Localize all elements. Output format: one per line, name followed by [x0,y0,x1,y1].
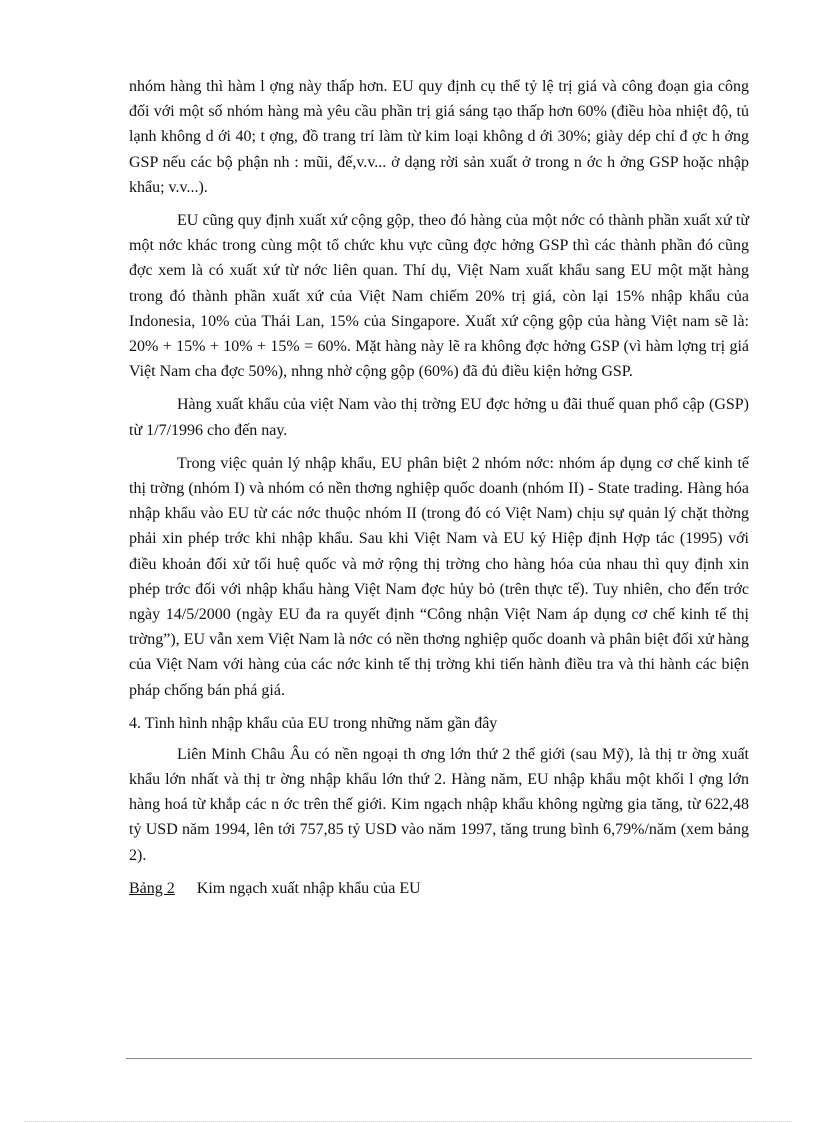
paragraph-gsp-since-1996: Hàng xuất khẩu của việt Nam vào thị trờng EU đợc hởng u đãi thuế quan phổ cập (GSP) từ 1/7/1996 cho đến nay. [129,396,749,439]
section-heading: 4. Tình hình nhập khẩu của EU trong những năm gần đây [129,714,498,732]
table-caption-label: Bảng 2 [129,879,175,897]
table-caption [129,876,749,901]
document-page [129,74,749,901]
footer-rule [126,1058,752,1059]
paragraph-import-management: Trong việc quản lý nhập khẩu, EU phân biệt 2 nhóm nớc: nhóm áp dụng cơ chế kinh tế thị trờng (nhóm I) và nhóm có nền thơng nghiệp quốc doanh (nhóm II) - State trading. Hàng hóa nhập khẩu vào EU từ các nớc thuộc nhóm II (trong đó có Việt Nam) chịu sự quản lý chặt thờng phải xin phép trớc khi nhập khẩu. Sau khi Việt Nam và EU ký Hiệp định Hợp tác (1995) với điều khoản đối xử tối huệ quốc và mở rộng thị trờng cho hàng hóa của nhau thì quy định xin phép trớc đối với nhập khẩu hàng Việt Nam đợc hủy bỏ (trên thực tế). Tuy nhiên, cho đến trớc ngày 14/5/2000 (ngày EU đa ra quyết định “Công nhận Việt Nam áp dụng cơ chế kinh tế thị trờng”), EU vẫn xem Việt Nam là nớc có nền thơng nghiệp quốc doanh và phân biệt đối xử hàng của Việt Nam với hàng của các nớc kinh tế thị trờng khi tiến hành điều tra và thi hành các biện pháp chống bán phá giá. [129,454,749,699]
page-bottom-dotted-rule [24,1121,792,1122]
paragraph-value-added-rules: nhóm hàng thì hàm l ợng này thấp hơn. EU quy định cụ thể tỷ lệ trị giá và công đoạn gia công đối với một số nhóm hàng mà yêu cầu phần trị giá sáng tạo thấp hơn 60% (điều hòa nhiệt độ, tủ lạnh không d ới 40; t ợng, đồ trang trí làm từ kim loại không d ới 30%; giày dép chỉ đ ợc h ởng GSP nếu các bộ phận nh : mũi, đế,v.v... ở dạng rời sản xuất ở trong n ớc h ởng GSP hoặc nhập khẩu; v.v...). [129,78,749,196]
paragraph-cumulative-origin: EU cũng quy định xuất xứ cộng gộp, theo đó hàng của một nớc có thành phần xuất xứ từ một nớc khác trong cùng một tổ chức khu vực cũng đợc hởng GSP thì các thành phần đó cũng đợc xem là có xuất xứ từ nớc liên quan. Thí dụ, Việt Nam xuất khẩu sang EU một mặt hàng trong đó thành phần xuất xứ của Việt Nam chiếm 20% trị giá, còn lại 15% nhập khẩu của Indonesia, 10% của Thái Lan, 15% của Singapore. Xuất xứ cộng gộp của hàng Việt nam sẽ là: 20% + 15% + 10% + 15% = 60%. Mặt hàng này lẽ ra không đợc hởng GSP (vì hàm lợng trị giá Việt Nam cha đợc 50%), nhng nhờ cộng gộp (60%) đã đủ điều kiện hởng GSP. [129,212,749,381]
table-caption-text: Kim ngạch xuất nhập khẩu của EU [196,879,421,897]
paragraph-eu-import-situation: Liên Minh Châu Âu có nền ngoại th ơng lớn thứ 2 thế giới (sau Mỹ), là thị tr ờng xuất khẩu lớn nhất và thị tr ờng nhập khẩu lớn thứ 2. Hàng năm, EU nhập khẩu một khối l ợng lớn hàng hoá từ khắp các n ớc trên thế giới. Kim ngạch nhập khẩu không ngừng gia tăng, từ 622,48 tỷ USD năm 1994, lên tới 757,85 tỷ USD vào năm 1997, tăng trung bình 6,79%/năm (xem bảng 2). [129,745,749,864]
